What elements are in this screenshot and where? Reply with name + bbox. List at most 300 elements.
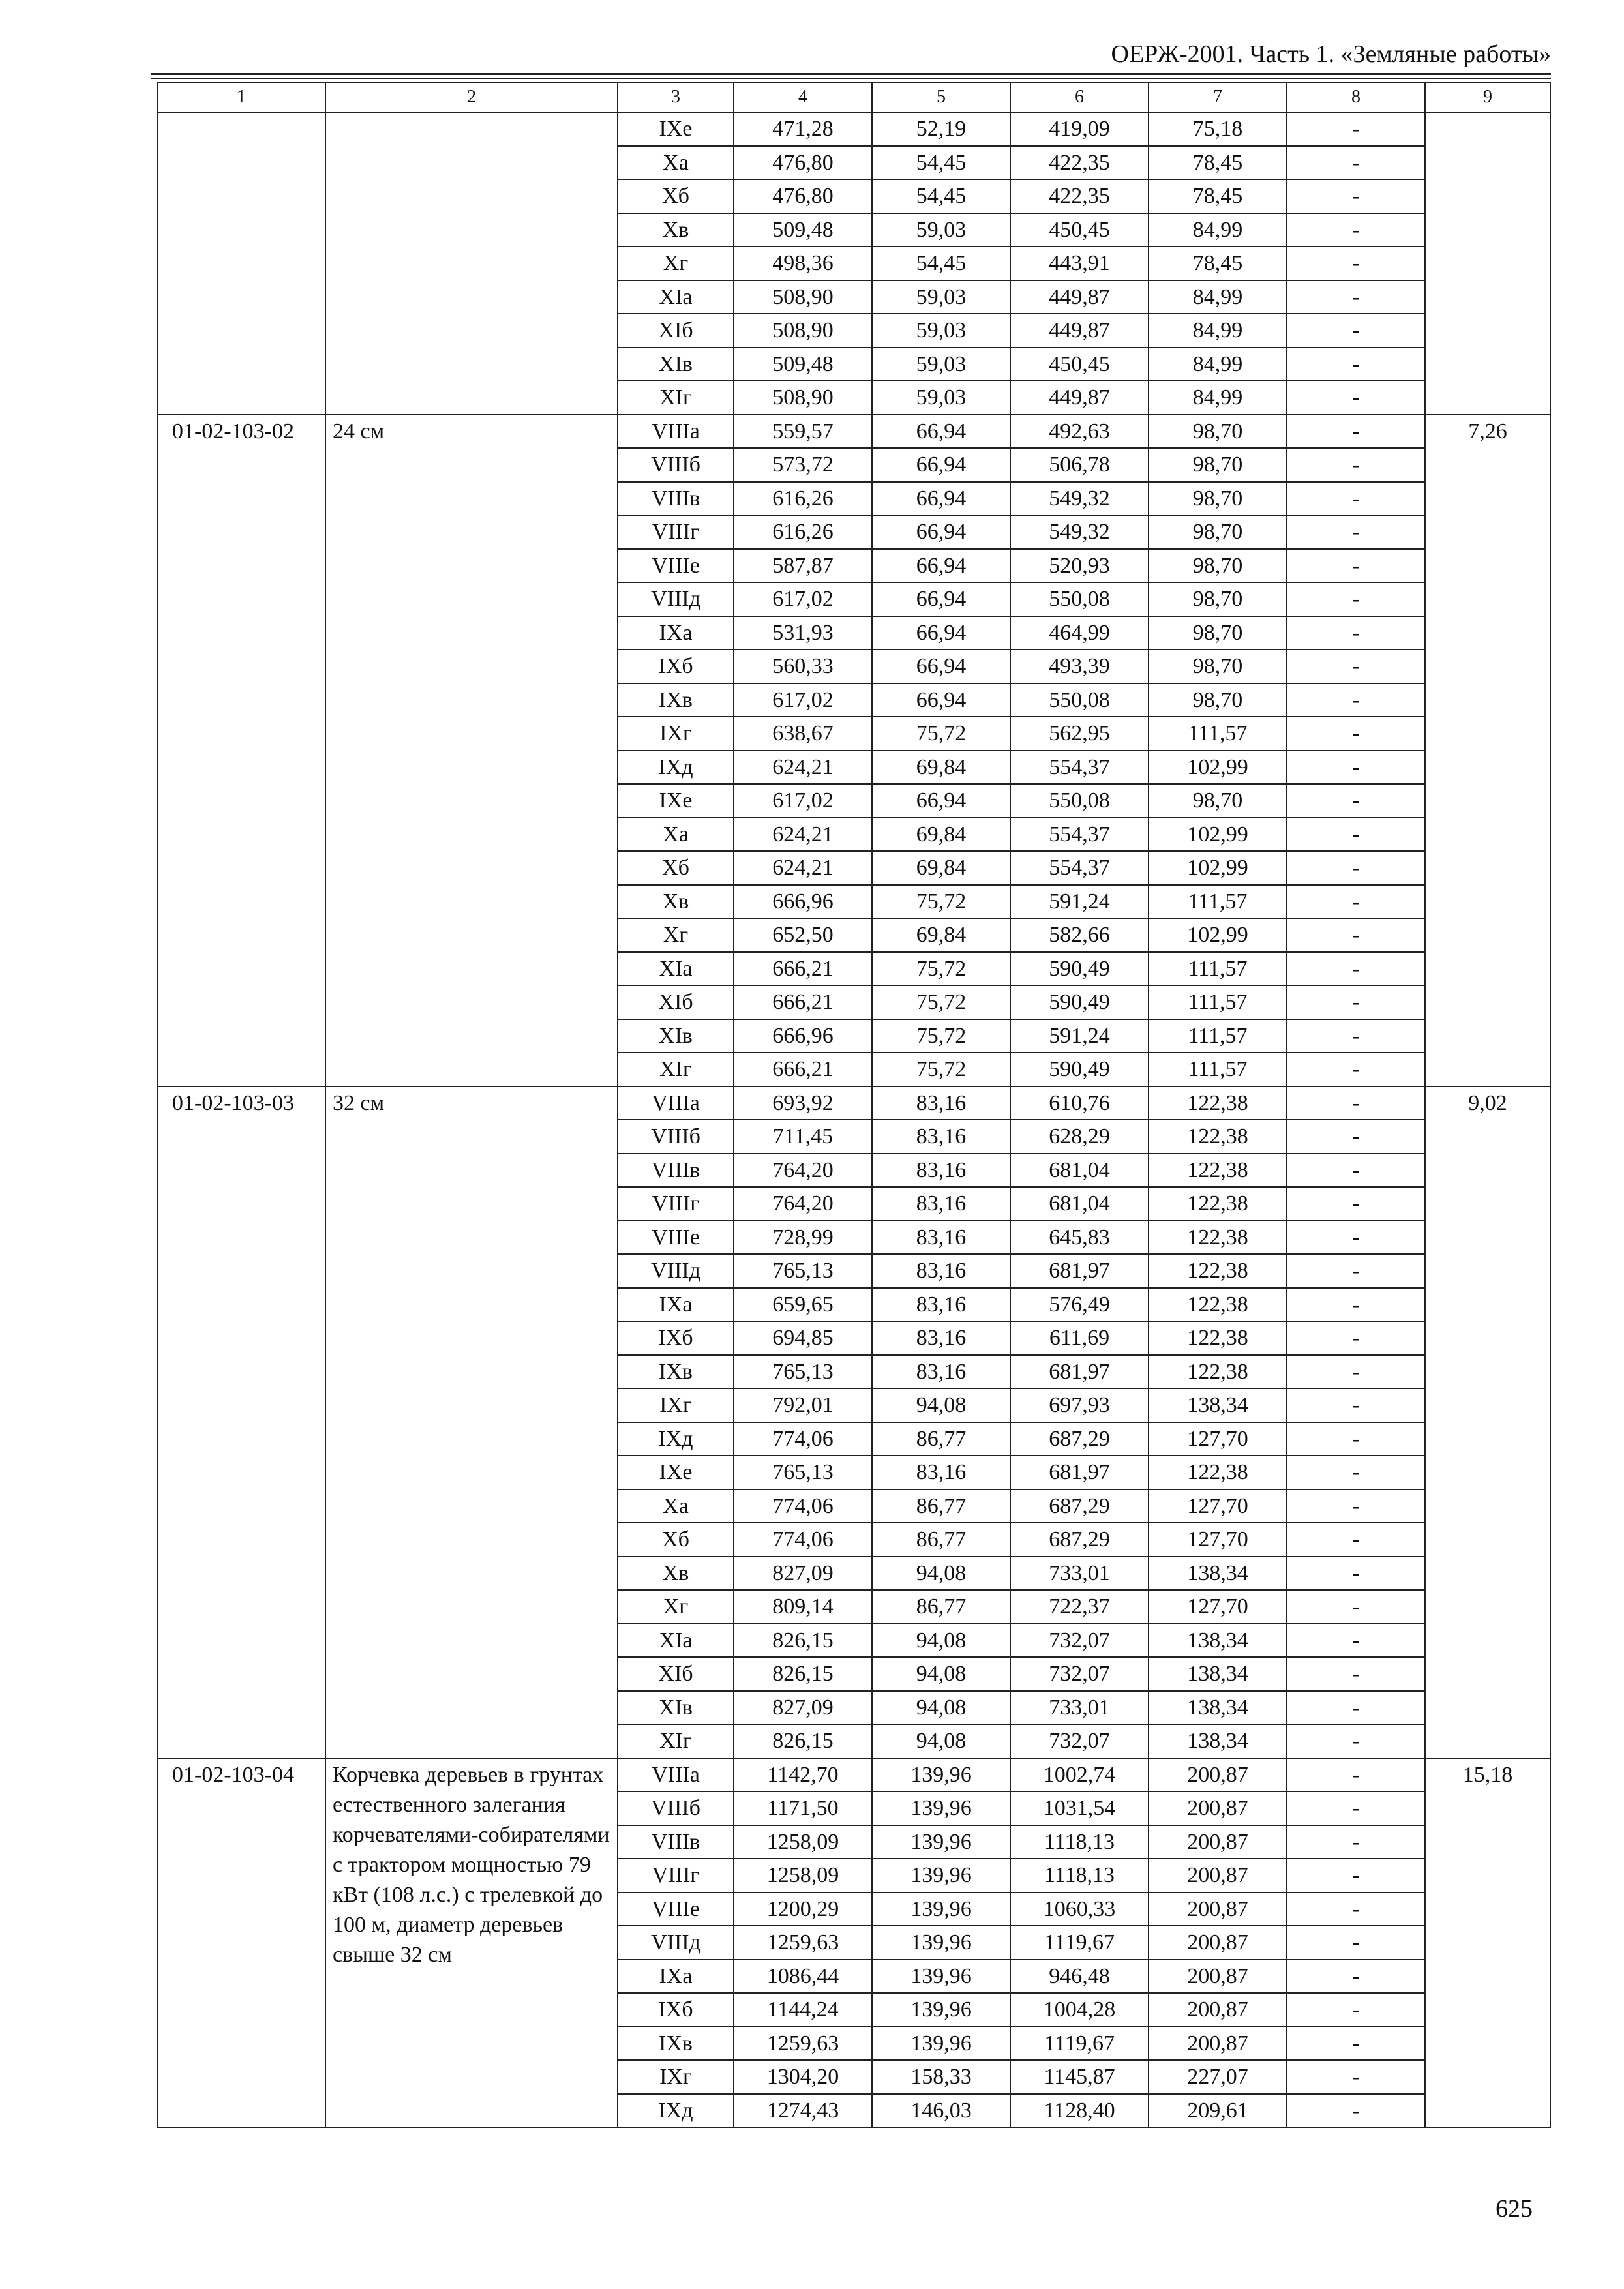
rate-code: 01-02-103-04 [157, 1758, 325, 2128]
materials-cost: - [1287, 482, 1425, 516]
labor-cost: 66,94 [872, 515, 1010, 549]
total-cost: 792,01 [734, 1388, 872, 1422]
operator-wages: 200,87 [1149, 1893, 1287, 1926]
soil-group: XIб [618, 985, 734, 1019]
total-cost: 774,06 [734, 1523, 872, 1557]
labor-cost: 83,16 [872, 1355, 1010, 1389]
labor-cost: 139,96 [872, 1825, 1010, 1859]
total-cost: 624,21 [734, 818, 872, 852]
machine-cost: 549,32 [1010, 482, 1149, 516]
operator-wages: 138,34 [1149, 1657, 1287, 1691]
labor-cost: 75,72 [872, 1019, 1010, 1053]
operator-wages: 102,99 [1149, 851, 1287, 885]
materials-cost: - [1287, 1422, 1425, 1456]
materials-cost: - [1287, 952, 1425, 986]
soil-group: VIIIг [618, 1859, 734, 1893]
soil-group: VIIIг [618, 515, 734, 549]
total-cost: 509,48 [734, 348, 872, 382]
materials-cost: - [1287, 784, 1425, 818]
soil-group: IXа [618, 1288, 734, 1322]
labor-hours: 9,02 [1425, 1086, 1550, 1758]
operator-wages: 98,70 [1149, 415, 1287, 449]
machine-cost: 449,87 [1010, 280, 1149, 314]
materials-cost: - [1287, 985, 1425, 1019]
soil-group: Xа [618, 146, 734, 180]
total-cost: 693,92 [734, 1086, 872, 1120]
machine-cost: 443,91 [1010, 247, 1149, 280]
total-cost: 694,85 [734, 1321, 872, 1355]
labor-cost: 86,77 [872, 1489, 1010, 1523]
total-cost: 508,90 [734, 314, 872, 348]
materials-cost: - [1287, 616, 1425, 650]
operator-wages: 102,99 [1149, 751, 1287, 785]
rates-table-body [157, 82, 1550, 2127]
table-row [157, 415, 1550, 449]
machine-cost: 1128,40 [1010, 2094, 1149, 2128]
machine-cost: 732,07 [1010, 1657, 1149, 1691]
operator-wages: 227,07 [1149, 2060, 1287, 2094]
soil-group: IXг [618, 1388, 734, 1422]
machine-cost: 681,04 [1010, 1187, 1149, 1221]
operator-wages: 84,99 [1149, 381, 1287, 415]
labor-hours: 7,26 [1425, 415, 1550, 1086]
machine-cost: 562,95 [1010, 717, 1149, 751]
machine-cost: 722,37 [1010, 1590, 1149, 1624]
total-cost: 666,21 [734, 952, 872, 986]
machine-cost: 520,93 [1010, 549, 1149, 583]
labor-cost: 158,33 [872, 2060, 1010, 2094]
header-rule [151, 73, 1551, 75]
labor-cost: 139,96 [872, 1859, 1010, 1893]
materials-cost: - [1287, 1859, 1425, 1893]
operator-wages: 127,70 [1149, 1422, 1287, 1456]
labor-cost: 59,03 [872, 213, 1010, 247]
column-number: 6 [1010, 82, 1149, 112]
soil-group: Xб [618, 851, 734, 885]
operator-wages: 200,87 [1149, 1825, 1287, 1859]
materials-cost: - [1287, 1120, 1425, 1154]
labor-cost: 69,84 [872, 751, 1010, 785]
labor-cost: 139,96 [872, 1993, 1010, 2027]
operator-wages: 84,99 [1149, 348, 1287, 382]
materials-cost: - [1287, 1321, 1425, 1355]
operator-wages: 78,45 [1149, 247, 1287, 280]
materials-cost: - [1287, 1993, 1425, 2027]
total-cost: 1200,29 [734, 1893, 872, 1926]
materials-cost: - [1287, 1791, 1425, 1825]
operator-wages: 122,38 [1149, 1187, 1287, 1221]
machine-cost: 449,87 [1010, 314, 1149, 348]
operator-wages: 127,70 [1149, 1489, 1287, 1523]
labor-cost: 69,84 [872, 918, 1010, 952]
column-number-row [157, 82, 1550, 112]
machine-cost: 554,37 [1010, 751, 1149, 785]
materials-cost: - [1287, 1557, 1425, 1591]
total-cost: 765,13 [734, 1254, 872, 1288]
total-cost: 826,15 [734, 1657, 872, 1691]
labor-cost: 94,08 [872, 1691, 1010, 1725]
soil-group: Xв [618, 885, 734, 919]
soil-group: XIб [618, 1657, 734, 1691]
machine-cost: 1031,54 [1010, 1791, 1149, 1825]
labor-cost: 83,16 [872, 1086, 1010, 1120]
labor-cost: 146,03 [872, 2094, 1010, 2128]
total-cost: 827,09 [734, 1557, 872, 1591]
total-cost: 573,72 [734, 448, 872, 482]
labor-cost: 69,84 [872, 851, 1010, 885]
total-cost: 728,99 [734, 1221, 872, 1255]
header-rule-thin [151, 78, 1551, 79]
labor-cost: 52,19 [872, 112, 1010, 146]
total-cost: 666,96 [734, 1019, 872, 1053]
total-cost: 826,15 [734, 1624, 872, 1658]
total-cost: 666,21 [734, 1053, 872, 1086]
labor-cost: 54,45 [872, 247, 1010, 280]
total-cost: 764,20 [734, 1154, 872, 1188]
soil-group: IXг [618, 717, 734, 751]
machine-cost: 591,24 [1010, 885, 1149, 919]
labor-cost: 83,16 [872, 1187, 1010, 1221]
materials-cost: - [1287, 2094, 1425, 2128]
labor-cost: 59,03 [872, 314, 1010, 348]
materials-cost: - [1287, 1657, 1425, 1691]
materials-cost: - [1287, 2027, 1425, 2061]
total-cost: 826,15 [734, 1724, 872, 1758]
materials-cost: - [1287, 1254, 1425, 1288]
materials-cost: - [1287, 1624, 1425, 1658]
machine-cost: 554,37 [1010, 818, 1149, 852]
total-cost: 765,13 [734, 1355, 872, 1389]
materials-cost: - [1287, 549, 1425, 583]
total-cost: 624,21 [734, 751, 872, 785]
total-cost: 560,33 [734, 650, 872, 683]
machine-cost: 493,39 [1010, 650, 1149, 683]
machine-cost: 449,87 [1010, 381, 1149, 415]
machine-cost: 611,69 [1010, 1321, 1149, 1355]
labor-cost: 69,84 [872, 818, 1010, 852]
operator-wages: 98,70 [1149, 616, 1287, 650]
total-cost: 638,67 [734, 717, 872, 751]
machine-cost: 681,04 [1010, 1154, 1149, 1188]
total-cost: 652,50 [734, 918, 872, 952]
labor-cost: 94,08 [872, 1557, 1010, 1591]
labor-cost: 94,08 [872, 1624, 1010, 1658]
total-cost: 476,80 [734, 179, 872, 213]
total-cost: 471,28 [734, 112, 872, 146]
total-cost: 1144,24 [734, 1993, 872, 2027]
machine-cost: 610,76 [1010, 1086, 1149, 1120]
soil-group: IXв [618, 683, 734, 717]
rate-code: 01-02-103-02 [157, 415, 325, 1086]
column-number: 2 [325, 82, 618, 112]
rate-description [325, 112, 618, 415]
materials-cost: - [1287, 247, 1425, 280]
operator-wages: 200,87 [1149, 1993, 1287, 2027]
labor-cost: 86,77 [872, 1590, 1010, 1624]
machine-cost: 628,29 [1010, 1120, 1149, 1154]
materials-cost: - [1287, 1724, 1425, 1758]
machine-cost: 1145,87 [1010, 2060, 1149, 2094]
materials-cost: - [1287, 1758, 1425, 1792]
total-cost: 774,06 [734, 1489, 872, 1523]
column-number: 7 [1149, 82, 1287, 112]
labor-cost: 83,16 [872, 1321, 1010, 1355]
total-cost: 616,26 [734, 515, 872, 549]
labor-hours [1425, 112, 1550, 415]
machine-cost: 687,29 [1010, 1489, 1149, 1523]
operator-wages: 122,38 [1149, 1221, 1287, 1255]
labor-cost: 75,72 [872, 1053, 1010, 1086]
table-row [157, 112, 1550, 146]
operator-wages: 200,87 [1149, 1926, 1287, 1960]
operator-wages: 111,57 [1149, 952, 1287, 986]
materials-cost: - [1287, 1388, 1425, 1422]
operator-wages: 75,18 [1149, 112, 1287, 146]
machine-cost: 1119,67 [1010, 2027, 1149, 2061]
machine-cost: 582,66 [1010, 918, 1149, 952]
total-cost: 659,65 [734, 1288, 872, 1322]
materials-cost: - [1287, 918, 1425, 952]
operator-wages: 84,99 [1149, 314, 1287, 348]
machine-cost: 554,37 [1010, 851, 1149, 885]
column-number: 3 [618, 82, 734, 112]
labor-cost: 139,96 [872, 1791, 1010, 1825]
labor-cost: 66,94 [872, 650, 1010, 683]
materials-cost: - [1287, 1221, 1425, 1255]
machine-cost: 1060,33 [1010, 1893, 1149, 1926]
total-cost: 508,90 [734, 280, 872, 314]
soil-group: XIв [618, 1691, 734, 1725]
soil-group: XIа [618, 280, 734, 314]
soil-group: IXа [618, 1960, 734, 1994]
operator-wages: 122,38 [1149, 1456, 1287, 1489]
labor-cost: 83,16 [872, 1120, 1010, 1154]
soil-group: IXа [618, 616, 734, 650]
labor-cost: 75,72 [872, 952, 1010, 986]
materials-cost: - [1287, 314, 1425, 348]
total-cost: 509,48 [734, 213, 872, 247]
soil-group: XIг [618, 1724, 734, 1758]
soil-group: Xв [618, 213, 734, 247]
soil-group: VIIIе [618, 549, 734, 583]
column-number: 5 [872, 82, 1010, 112]
machine-cost: 732,07 [1010, 1624, 1149, 1658]
soil-group: VIIIе [618, 1221, 734, 1255]
soil-group: VIIIв [618, 482, 734, 516]
total-cost: 711,45 [734, 1120, 872, 1154]
labor-cost: 83,16 [872, 1221, 1010, 1255]
labor-cost: 66,94 [872, 448, 1010, 482]
labor-cost: 66,94 [872, 616, 1010, 650]
materials-cost: - [1287, 2060, 1425, 2094]
operator-wages: 122,38 [1149, 1288, 1287, 1322]
total-cost: 764,20 [734, 1187, 872, 1221]
operator-wages: 122,38 [1149, 1254, 1287, 1288]
machine-cost: 550,08 [1010, 683, 1149, 717]
soil-group: IXв [618, 1355, 734, 1389]
labor-cost: 94,08 [872, 1388, 1010, 1422]
soil-group: VIIIб [618, 1120, 734, 1154]
materials-cost: - [1287, 415, 1425, 449]
materials-cost: - [1287, 448, 1425, 482]
soil-group: VIIIг [618, 1187, 734, 1221]
soil-group: VIIIв [618, 1825, 734, 1859]
total-cost: 587,87 [734, 549, 872, 583]
operator-wages: 127,70 [1149, 1523, 1287, 1557]
machine-cost: 450,45 [1010, 213, 1149, 247]
machine-cost: 1119,67 [1010, 1926, 1149, 1960]
soil-group: IXб [618, 1321, 734, 1355]
materials-cost: - [1287, 1053, 1425, 1086]
total-cost: 1258,09 [734, 1859, 872, 1893]
column-number: 9 [1425, 82, 1550, 112]
soil-group: VIIIа [618, 1758, 734, 1792]
soil-group: XIг [618, 1053, 734, 1086]
total-cost: 1086,44 [734, 1960, 872, 1994]
total-cost: 666,96 [734, 885, 872, 919]
operator-wages: 138,34 [1149, 1624, 1287, 1658]
operator-wages: 200,87 [1149, 2027, 1287, 2061]
soil-group: VIIIб [618, 1791, 734, 1825]
machine-cost: 590,49 [1010, 1053, 1149, 1086]
soil-group: VIIIа [618, 415, 734, 449]
machine-cost: 681,97 [1010, 1355, 1149, 1389]
soil-group: XIг [618, 381, 734, 415]
column-number: 1 [157, 82, 325, 112]
machine-cost: 732,07 [1010, 1724, 1149, 1758]
rates-table [157, 82, 1551, 2128]
materials-cost: - [1287, 818, 1425, 852]
total-cost: 498,36 [734, 247, 872, 280]
soil-group: XIв [618, 1019, 734, 1053]
operator-wages: 111,57 [1149, 717, 1287, 751]
soil-group: IXе [618, 784, 734, 818]
total-cost: 1259,63 [734, 1926, 872, 1960]
machine-cost: 733,01 [1010, 1557, 1149, 1591]
soil-group: IXе [618, 112, 734, 146]
rate-code [157, 112, 325, 415]
operator-wages: 138,34 [1149, 1388, 1287, 1422]
machine-cost: 697,93 [1010, 1388, 1149, 1422]
operator-wages: 122,38 [1149, 1355, 1287, 1389]
operator-wages: 200,87 [1149, 1791, 1287, 1825]
operator-wages: 84,99 [1149, 213, 1287, 247]
operator-wages: 98,70 [1149, 515, 1287, 549]
soil-group: XIб [618, 314, 734, 348]
machine-cost: 590,49 [1010, 952, 1149, 986]
labor-cost: 139,96 [872, 1960, 1010, 1994]
materials-cost: - [1287, 1960, 1425, 1994]
labor-cost: 94,08 [872, 1724, 1010, 1758]
soil-group: IXд [618, 751, 734, 785]
total-cost: 617,02 [734, 784, 872, 818]
machine-cost: 419,09 [1010, 112, 1149, 146]
soil-group: IXд [618, 1422, 734, 1456]
materials-cost: - [1287, 381, 1425, 415]
materials-cost: - [1287, 179, 1425, 213]
operator-wages: 200,87 [1149, 1859, 1287, 1893]
total-cost: 617,02 [734, 582, 872, 616]
materials-cost: - [1287, 1489, 1425, 1523]
soil-group: XIа [618, 952, 734, 986]
labor-cost: 66,94 [872, 415, 1010, 449]
operator-wages: 122,38 [1149, 1321, 1287, 1355]
operator-wages: 78,45 [1149, 179, 1287, 213]
table-row [157, 1758, 1550, 1792]
materials-cost: - [1287, 515, 1425, 549]
materials-cost: - [1287, 213, 1425, 247]
operator-wages: 209,61 [1149, 2094, 1287, 2128]
operator-wages: 138,34 [1149, 1724, 1287, 1758]
soil-group: VIIIд [618, 1254, 734, 1288]
labor-cost: 54,45 [872, 179, 1010, 213]
materials-cost: - [1287, 1590, 1425, 1624]
labor-cost: 139,96 [872, 1926, 1010, 1960]
total-cost: 765,13 [734, 1456, 872, 1489]
labor-cost: 139,96 [872, 2027, 1010, 2061]
operator-wages: 78,45 [1149, 146, 1287, 180]
soil-group: Xг [618, 247, 734, 280]
labor-cost: 66,94 [872, 549, 1010, 583]
machine-cost: 464,99 [1010, 616, 1149, 650]
machine-cost: 946,48 [1010, 1960, 1149, 1994]
machine-cost: 422,35 [1010, 146, 1149, 180]
machine-cost: 549,32 [1010, 515, 1149, 549]
labor-cost: 86,77 [872, 1422, 1010, 1456]
machine-cost: 1118,13 [1010, 1825, 1149, 1859]
operator-wages: 98,70 [1149, 650, 1287, 683]
total-cost: 1258,09 [734, 1825, 872, 1859]
page-number: 625 [1496, 2195, 1533, 2222]
total-cost: 1171,50 [734, 1791, 872, 1825]
operator-wages: 122,38 [1149, 1120, 1287, 1154]
operator-wages: 138,34 [1149, 1691, 1287, 1725]
operator-wages: 111,57 [1149, 985, 1287, 1019]
materials-cost: - [1287, 1523, 1425, 1557]
materials-cost: - [1287, 1355, 1425, 1389]
materials-cost: - [1287, 650, 1425, 683]
materials-cost: - [1287, 717, 1425, 751]
soil-group: IXб [618, 1993, 734, 2027]
total-cost: 624,21 [734, 851, 872, 885]
labor-cost: 83,16 [872, 1154, 1010, 1188]
materials-cost: - [1287, 1926, 1425, 1960]
soil-group: IXб [618, 650, 734, 683]
labor-cost: 139,96 [872, 1758, 1010, 1792]
operator-wages: 98,70 [1149, 482, 1287, 516]
labor-cost: 66,94 [872, 582, 1010, 616]
machine-cost: 450,45 [1010, 348, 1149, 382]
operator-wages: 111,57 [1149, 1019, 1287, 1053]
column-number: 4 [734, 82, 872, 112]
soil-group: XIа [618, 1624, 734, 1658]
total-cost: 508,90 [734, 381, 872, 415]
machine-cost: 492,63 [1010, 415, 1149, 449]
soil-group: Xг [618, 918, 734, 952]
total-cost: 531,93 [734, 616, 872, 650]
materials-cost: - [1287, 1288, 1425, 1322]
operator-wages: 84,99 [1149, 280, 1287, 314]
materials-cost: - [1287, 1893, 1425, 1926]
materials-cost: - [1287, 1154, 1425, 1188]
table-row [157, 1086, 1550, 1120]
total-cost: 774,06 [734, 1422, 872, 1456]
total-cost: 1259,63 [734, 2027, 872, 2061]
materials-cost: - [1287, 751, 1425, 785]
soil-group: Xг [618, 1590, 734, 1624]
operator-wages: 98,70 [1149, 549, 1287, 583]
soil-group: Xа [618, 1489, 734, 1523]
